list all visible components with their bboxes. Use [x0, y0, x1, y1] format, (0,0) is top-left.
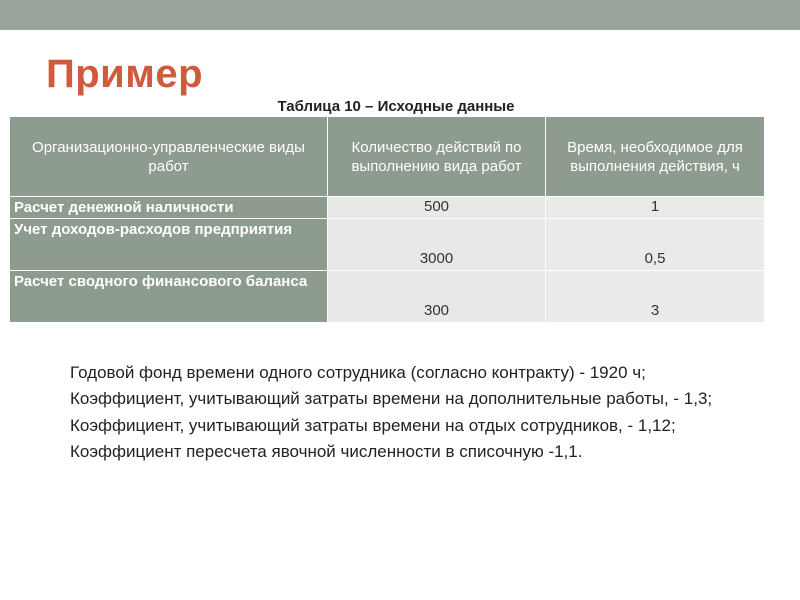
row-work-name: Расчет сводного финансового баланса	[10, 271, 328, 323]
header-action-count: Количество действий по выполнению вида работ	[328, 117, 546, 197]
table-row	[10, 197, 765, 219]
row-time-per-action: 3	[546, 271, 765, 323]
table-row	[10, 271, 765, 323]
row-action-count: 300	[328, 271, 546, 323]
table-caption-text: Таблица 10 – Исходные данные	[277, 98, 515, 115]
body-text	[16, 360, 766, 465]
header-time-per-action: Время, необходимое для выполнения действия, ч	[546, 117, 765, 197]
top-decor-band	[0, 0, 800, 30]
table-row	[10, 219, 765, 271]
source-data-table	[9, 116, 765, 323]
slide-title: Пример	[46, 52, 204, 96]
row-work-name: Расчет денежной наличности	[10, 197, 328, 219]
header-work-types: Организационно-управленческие виды работ	[10, 117, 328, 197]
paragraph-headcount-coef: Коэффициент пересчета явочной численности в списочную -1,1.	[70, 441, 583, 461]
row-work-name: Учет доходов-расходов предприятия	[10, 219, 328, 271]
table-header-row	[10, 117, 765, 197]
paragraph-rest-coef: Коэффициент, учитывающий затраты времени на отдых сотрудников, - 1,12;	[70, 415, 676, 435]
paragraph-annual-fund: Годовой фонд времени одного сотрудника (согласно контракту) - 1920 ч;	[70, 363, 646, 382]
table-caption	[0, 98, 800, 115]
row-time-per-action: 0,5	[546, 219, 765, 271]
row-action-count: 3000	[328, 219, 546, 271]
row-time-per-action: 1	[546, 197, 765, 219]
paragraph-extra-work-coef: Коэффициент, учитывающий затраты времени на дополнительные работы, - 1,3;	[70, 389, 713, 409]
row-action-count: 500	[328, 197, 546, 219]
